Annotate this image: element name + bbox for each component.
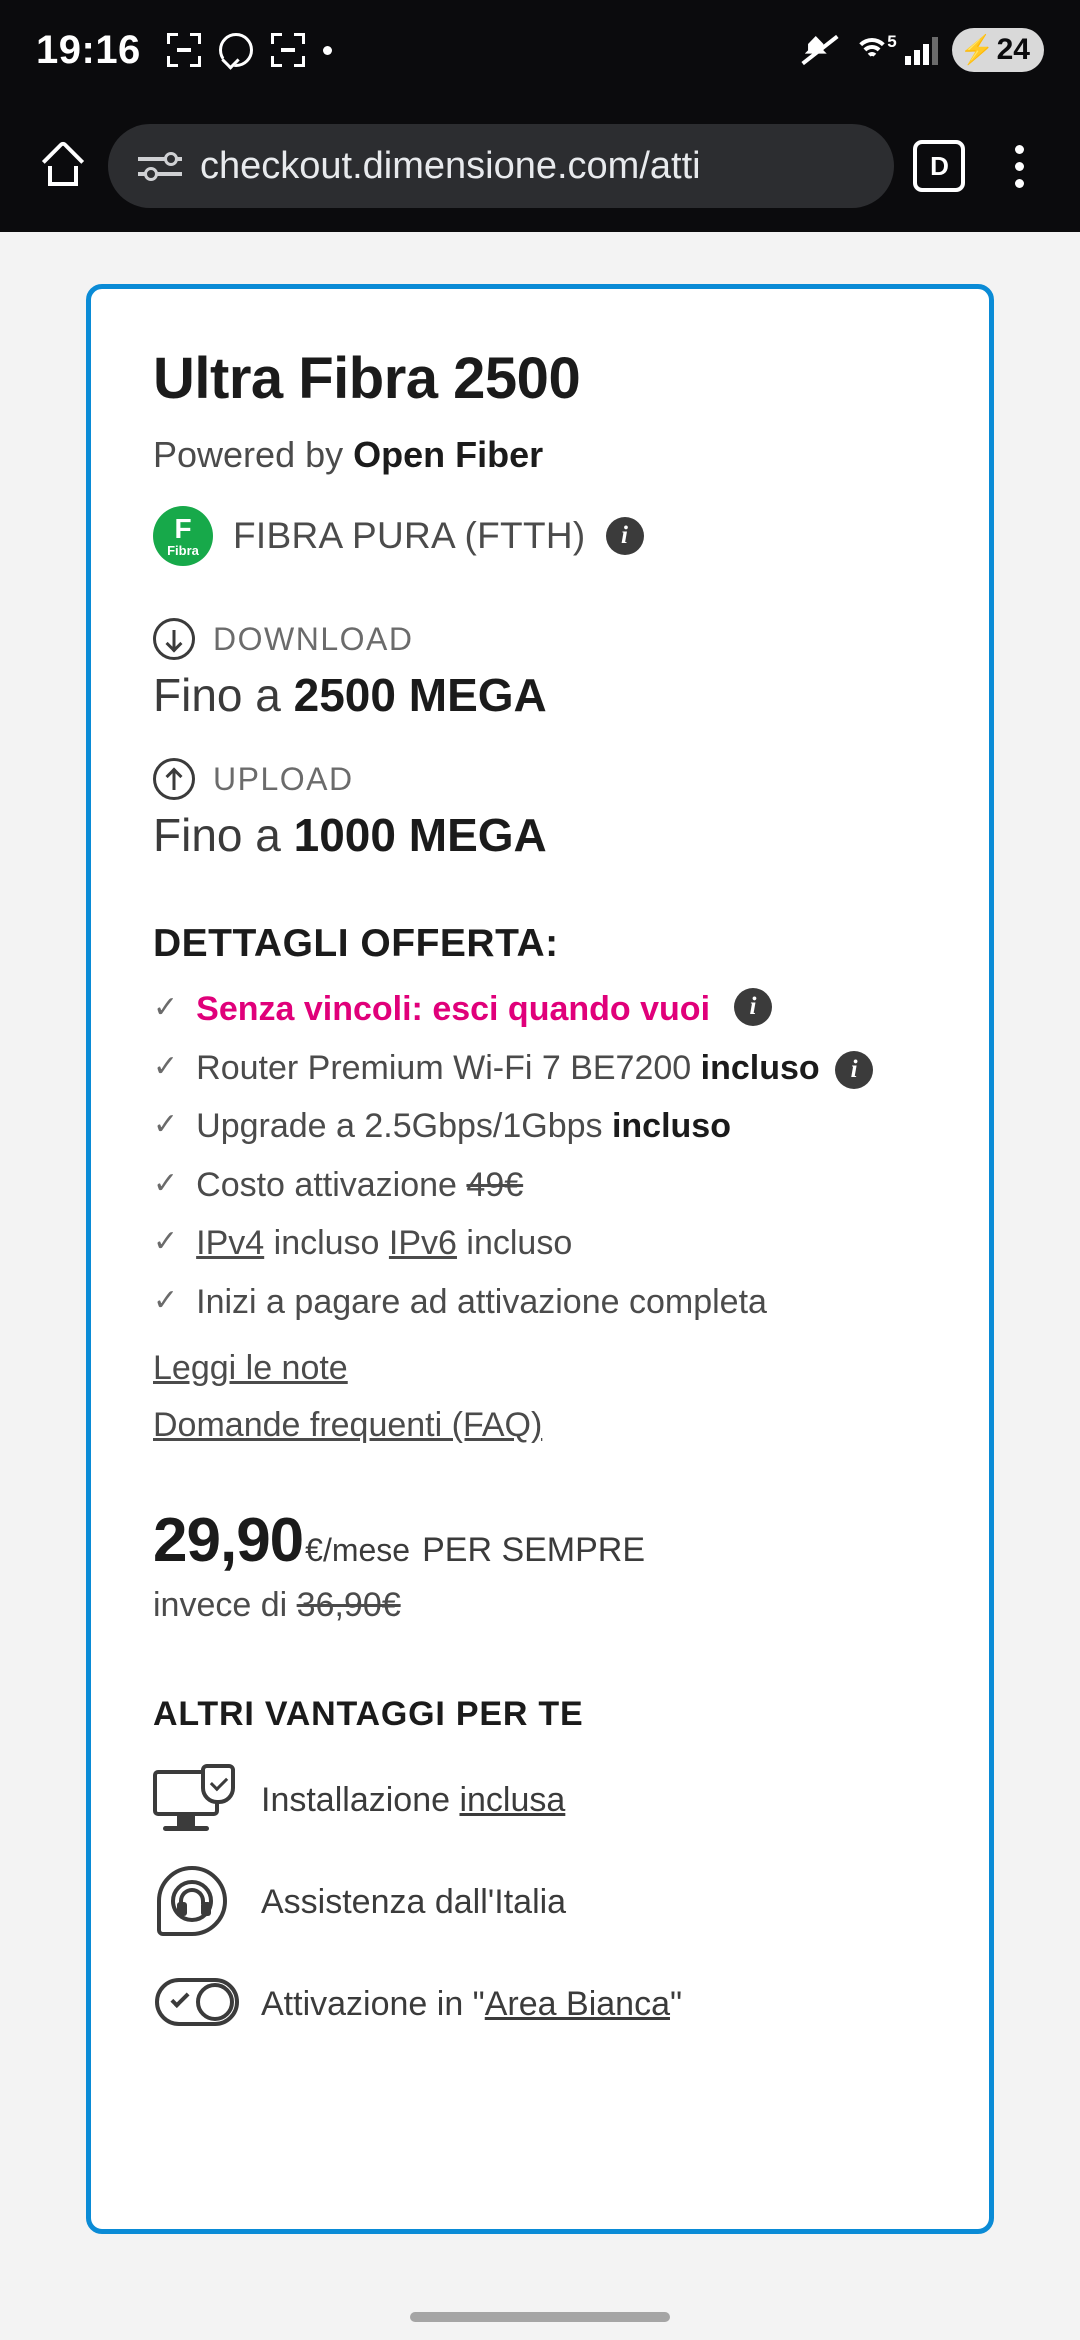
details-title: DETTAGLI OFFERTA:	[153, 922, 559, 965]
detail-text: Inizi a pagare ad attivazione completa	[196, 1282, 767, 1321]
screen-record-icon	[271, 33, 305, 67]
advantage-text	[261, 1985, 682, 2024]
detail-text-b: incluso	[700, 1048, 820, 1087]
address-bar[interactable]	[108, 124, 894, 208]
advantage-text	[261, 1781, 565, 1820]
upload-value-line	[153, 808, 927, 862]
detail-text-b: incluso	[611, 1107, 731, 1145]
price-unit: €/mese	[305, 1532, 411, 1568]
detail-text-a: Router Premium Wi-Fi 7 BE7200	[196, 1048, 701, 1087]
ipv6-link[interactable]: IPv6	[388, 1224, 457, 1262]
download-caption: DOWNLOAD	[213, 620, 414, 657]
url-text: checkout.dimensione.com/atti	[200, 144, 701, 187]
status-bar	[0, 0, 1080, 100]
download-value-line	[153, 668, 927, 722]
status-system-icons	[799, 28, 1044, 72]
fiber-badge-word: Fibra	[167, 543, 199, 558]
screenshot-icon	[167, 33, 201, 67]
upload-caption: UPLOAD	[213, 760, 354, 797]
list-item	[153, 1866, 927, 1938]
detail-text-a: Upgrade a 2.5Gbps/1Gbps	[196, 1107, 612, 1145]
old-price-prefix: invece di	[153, 1586, 297, 1624]
price-forever-label: PER SEMPRE	[422, 1531, 646, 1569]
technology-row	[153, 506, 927, 566]
list-item	[153, 1105, 927, 1148]
download-prefix: Fino a	[153, 669, 294, 721]
toggle-check-icon	[153, 1968, 239, 2040]
advantage-text-a: Installazione	[261, 1780, 460, 1819]
offer-details-list	[153, 988, 927, 1323]
detail-text: Senza vincoli: esci quando vuoi	[196, 990, 711, 1028]
battery-level: 24	[996, 33, 1030, 66]
advantage-text-a: Attivazione in "	[261, 1984, 485, 2023]
check-icon: ✓	[153, 1108, 179, 1141]
detail-text-d: incluso	[456, 1224, 573, 1262]
browser-toolbar	[0, 100, 1080, 232]
list-item	[153, 1764, 927, 1836]
fiber-badge-letter: F	[174, 513, 192, 544]
offer-card	[86, 284, 994, 2234]
detail-text-a: Costo attivazione	[196, 1165, 467, 1204]
detail-text	[196, 1105, 731, 1148]
old-price-row	[153, 1586, 927, 1625]
list-item	[153, 1222, 927, 1265]
fiber-badge-icon	[153, 506, 213, 566]
notes-link[interactable]: Leggi le note	[153, 1349, 348, 1387]
advantage-text: Assistenza dall'Italia	[261, 1882, 567, 1921]
download-arrow-icon	[153, 618, 195, 660]
list-item	[153, 1047, 927, 1090]
list-item	[153, 1968, 927, 2040]
three-dot-menu-icon[interactable]	[984, 129, 1054, 203]
dot-icon	[323, 46, 332, 55]
upload-header	[153, 758, 927, 800]
detail-old-price: 49€	[466, 1165, 524, 1204]
navigation-bar-handle[interactable]	[410, 2312, 670, 2322]
technology-label: FIBRA PURA (FTTH)	[233, 515, 586, 556]
list-item	[153, 1281, 927, 1324]
status-clock: 19:16	[36, 27, 141, 72]
check-icon: ✓	[153, 1225, 179, 1258]
battery-indicator	[952, 28, 1044, 72]
check-icon: ✓	[153, 991, 179, 1024]
bolt-icon: ⚡	[959, 34, 995, 65]
info-icon[interactable]: i	[606, 517, 644, 555]
detail-text	[196, 1047, 873, 1090]
tab-switcher-button[interactable]	[902, 129, 976, 203]
upload-value: 1000 MEGA	[293, 809, 547, 861]
download-speed-block	[153, 618, 927, 722]
bell-muted-icon	[799, 30, 839, 70]
faq-link[interactable]: Domande frequenti (FAQ)	[153, 1406, 543, 1444]
monitor-shield-icon	[153, 1764, 239, 1836]
powered-by-brand: Open Fiber	[353, 434, 544, 475]
wifi-icon	[853, 32, 897, 66]
tab-count-icon: D	[913, 140, 965, 192]
detail-text	[196, 1164, 523, 1207]
check-icon: ✓	[153, 1283, 179, 1317]
cellular-signal-icon	[905, 35, 938, 65]
headset-icon	[153, 1866, 239, 1938]
price-amount: 29,90	[153, 1506, 304, 1575]
whatsapp-icon	[219, 33, 253, 67]
advantage-link[interactable]: inclusa	[459, 1780, 566, 1819]
site-permissions-icon[interactable]	[138, 151, 182, 181]
home-button[interactable]	[26, 129, 100, 203]
upload-prefix: Fino a	[153, 809, 294, 861]
ipv4-link[interactable]: IPv4	[196, 1224, 265, 1262]
check-icon: ✓	[153, 1049, 179, 1083]
detail-text-b: incluso	[264, 1224, 389, 1262]
info-icon[interactable]: i	[734, 988, 772, 1026]
info-icon[interactable]: i	[835, 1051, 873, 1089]
advantages-title: ALTRI VANTAGGI PER TE	[153, 1695, 584, 1733]
upload-arrow-icon	[153, 758, 195, 800]
price-row	[153, 1505, 927, 1576]
page-title: Ultra Fibra 2500	[153, 346, 581, 411]
list-item	[153, 988, 927, 1031]
advantage-text-c: "	[669, 1984, 683, 2023]
powered-by-prefix: Powered by	[153, 434, 354, 475]
powered-by-line	[153, 434, 927, 476]
web-page-viewport	[0, 232, 1080, 2340]
home-icon	[41, 146, 85, 186]
check-icon: ✓	[153, 1166, 179, 1200]
old-price-amount: 36,90€	[296, 1586, 401, 1624]
download-value: 2500 MEGA	[293, 669, 547, 721]
advantage-link[interactable]: Area Bianca	[484, 1984, 670, 2023]
status-notification-icons	[167, 33, 332, 67]
list-item	[153, 1164, 927, 1207]
download-header	[153, 618, 927, 660]
upload-speed-block	[153, 758, 927, 862]
offer-links	[153, 1349, 927, 1445]
wifi-generation-label: 5	[887, 32, 897, 51]
detail-text	[196, 1222, 572, 1265]
